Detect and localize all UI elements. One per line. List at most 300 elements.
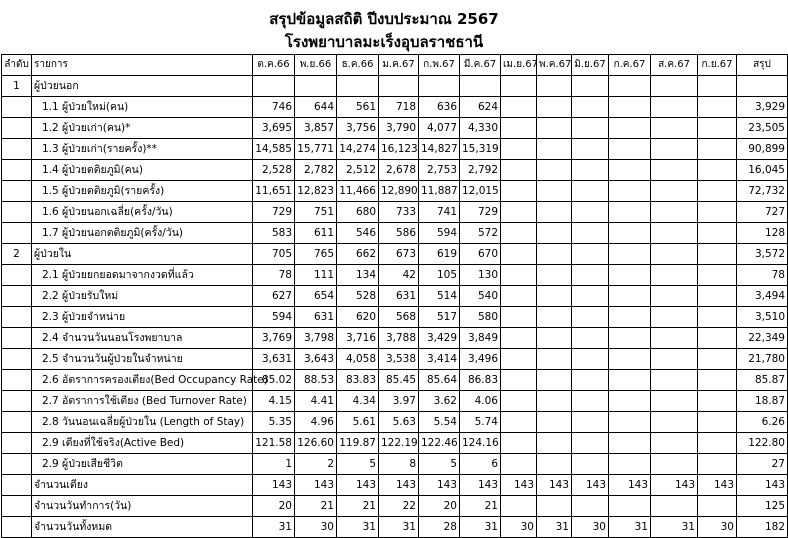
value-cell	[609, 76, 651, 97]
row-label-text: 2.9 ผู้ป่วยเสียชีวิต	[42, 458, 123, 470]
value-cell: 27	[737, 454, 788, 475]
table-row	[2, 265, 788, 286]
value-cell: 3,631	[253, 349, 295, 370]
value-cell: 2,528	[253, 160, 295, 181]
value-cell: 30	[295, 517, 337, 538]
value-cell: 12,890	[379, 181, 419, 202]
value-cell	[651, 286, 698, 307]
value-cell	[501, 139, 537, 160]
value-cell: 2,512	[337, 160, 379, 181]
table-body	[2, 76, 788, 538]
value-cell: 143	[419, 475, 460, 496]
statistics-table	[1, 54, 788, 538]
value-cell: 3.62	[419, 391, 460, 412]
value-cell: 3,769	[253, 328, 295, 349]
row-label	[32, 181, 253, 202]
value-cell: 4,077	[419, 118, 460, 139]
table-row	[2, 475, 788, 496]
value-cell: 751	[295, 202, 337, 223]
value-cell: 680	[337, 202, 379, 223]
value-cell	[537, 412, 572, 433]
value-cell: 2,753	[419, 160, 460, 181]
value-cell	[609, 307, 651, 328]
column-header: ก.ค.67	[609, 55, 651, 76]
column-header: ธ.ค.66	[337, 55, 379, 76]
value-cell	[537, 370, 572, 391]
value-cell	[651, 496, 698, 517]
value-cell	[698, 160, 737, 181]
value-cell: 15,771	[295, 139, 337, 160]
value-cell: 4.15	[253, 391, 295, 412]
value-cell	[609, 349, 651, 370]
value-cell	[609, 265, 651, 286]
row-label	[32, 160, 253, 181]
value-cell: 30	[501, 517, 537, 538]
value-cell: 624	[460, 97, 501, 118]
value-cell	[537, 328, 572, 349]
value-cell: 654	[295, 286, 337, 307]
value-cell	[537, 349, 572, 370]
value-cell: 3,643	[295, 349, 337, 370]
value-cell	[651, 223, 698, 244]
value-cell: 86.83	[460, 370, 501, 391]
value-cell	[572, 97, 609, 118]
column-header: ก.พ.67	[419, 55, 460, 76]
value-cell	[537, 286, 572, 307]
column-header: มี.ค.67	[460, 55, 501, 76]
value-cell: 3,538	[379, 349, 419, 370]
value-cell: 3,429	[419, 328, 460, 349]
value-cell: 15,319	[460, 139, 501, 160]
value-cell: 746	[253, 97, 295, 118]
value-cell: 4.96	[295, 412, 337, 433]
value-cell	[572, 370, 609, 391]
value-cell	[609, 97, 651, 118]
value-cell	[501, 433, 537, 454]
value-cell	[737, 76, 788, 97]
value-cell: 143	[737, 475, 788, 496]
column-header: พ.ย.66	[295, 55, 337, 76]
value-cell: 143	[460, 475, 501, 496]
value-cell: 11,466	[337, 181, 379, 202]
value-cell	[698, 139, 737, 160]
value-cell: 2,678	[379, 160, 419, 181]
value-cell: 3,798	[295, 328, 337, 349]
value-cell	[609, 139, 651, 160]
value-cell	[651, 118, 698, 139]
table-row	[2, 244, 788, 265]
value-cell: 546	[337, 223, 379, 244]
value-cell: 12,015	[460, 181, 501, 202]
row-number	[2, 475, 32, 496]
table-row	[2, 223, 788, 244]
column-header: ส.ค.67	[651, 55, 698, 76]
value-cell: 21	[337, 496, 379, 517]
value-cell	[537, 307, 572, 328]
row-label	[32, 391, 253, 412]
row-label-text: 1.2 ผู้ป่วยเก่า(คน)*	[42, 122, 131, 134]
value-cell	[337, 76, 379, 97]
value-cell: 143	[379, 475, 419, 496]
value-cell: 4.41	[295, 391, 337, 412]
value-cell: 3,929	[737, 97, 788, 118]
row-number	[2, 265, 32, 286]
value-cell: 31	[609, 517, 651, 538]
value-cell: 631	[295, 307, 337, 328]
value-cell	[501, 97, 537, 118]
row-number: 1	[2, 76, 32, 97]
row-number	[2, 307, 32, 328]
table-row	[2, 118, 788, 139]
value-cell	[698, 244, 737, 265]
value-cell: 30	[572, 517, 609, 538]
column-header: มิ.ย.67	[572, 55, 609, 76]
value-cell: 561	[337, 97, 379, 118]
row-number	[2, 349, 32, 370]
row-label	[32, 202, 253, 223]
row-label-text: จำนวนเตียง	[34, 479, 88, 491]
row-label	[32, 454, 253, 475]
row-label-text: ผู้ป่วยใน	[34, 248, 72, 260]
value-cell: 21,780	[737, 349, 788, 370]
value-cell	[501, 370, 537, 391]
value-cell: 20	[253, 496, 295, 517]
value-cell: 31	[253, 517, 295, 538]
row-label	[32, 139, 253, 160]
value-cell: 105	[419, 265, 460, 286]
value-cell: 143	[651, 475, 698, 496]
value-cell	[572, 160, 609, 181]
table-row	[2, 139, 788, 160]
value-cell: 16,045	[737, 160, 788, 181]
value-cell: 21	[460, 496, 501, 517]
row-label-text: ผู้ป่วยนอก	[34, 80, 79, 92]
row-number: 2	[2, 244, 32, 265]
value-cell	[698, 97, 737, 118]
value-cell: 143	[295, 475, 337, 496]
value-cell	[501, 328, 537, 349]
value-cell: 3,510	[737, 307, 788, 328]
value-cell	[501, 412, 537, 433]
row-label	[32, 244, 253, 265]
value-cell	[609, 412, 651, 433]
value-cell: 4.34	[337, 391, 379, 412]
value-cell	[698, 202, 737, 223]
value-cell	[537, 181, 572, 202]
value-cell	[460, 76, 501, 97]
value-cell: 14,827	[419, 139, 460, 160]
value-cell: 143	[537, 475, 572, 496]
value-cell: 5.35	[253, 412, 295, 433]
value-cell: 729	[460, 202, 501, 223]
value-cell	[609, 433, 651, 454]
value-cell	[698, 265, 737, 286]
value-cell	[572, 265, 609, 286]
row-label	[32, 265, 253, 286]
value-cell	[609, 370, 651, 391]
row-number	[2, 181, 32, 202]
value-cell: 143	[337, 475, 379, 496]
value-cell: 670	[460, 244, 501, 265]
row-label-text: 1.5 ผู้ป่วยตติยภูมิ(รายครั้ง)	[42, 185, 165, 197]
row-label	[32, 517, 253, 538]
value-cell: 3,572	[737, 244, 788, 265]
value-cell	[501, 307, 537, 328]
value-cell: 143	[253, 475, 295, 496]
value-cell	[572, 307, 609, 328]
table-row	[2, 349, 788, 370]
value-cell	[698, 370, 737, 391]
value-cell: 143	[572, 475, 609, 496]
value-cell: 3,756	[337, 118, 379, 139]
value-cell: 627	[253, 286, 295, 307]
row-number	[2, 370, 32, 391]
value-cell	[379, 76, 419, 97]
value-cell: 718	[379, 97, 419, 118]
row-label	[32, 307, 253, 328]
value-cell	[572, 202, 609, 223]
value-cell: 5.54	[419, 412, 460, 433]
value-cell	[572, 139, 609, 160]
value-cell: 21	[295, 496, 337, 517]
row-number	[2, 517, 32, 538]
value-cell	[609, 328, 651, 349]
value-cell	[651, 328, 698, 349]
column-header: เม.ย.67	[501, 55, 537, 76]
document-title: สรุปข้อมูลสถิติ ปีงบประมาณ 2567	[269, 10, 499, 28]
column-header: ก.ย.67	[698, 55, 737, 76]
value-cell: 90,899	[737, 139, 788, 160]
value-cell: 31	[460, 517, 501, 538]
value-cell	[501, 118, 537, 139]
value-cell	[537, 433, 572, 454]
value-cell	[572, 223, 609, 244]
value-cell: 23,505	[737, 118, 788, 139]
column-header: รายการ	[32, 55, 253, 76]
table-row	[2, 496, 788, 517]
value-cell: 14,274	[337, 139, 379, 160]
value-cell: 3,695	[253, 118, 295, 139]
row-number	[2, 433, 32, 454]
value-cell	[698, 328, 737, 349]
row-label	[32, 475, 253, 496]
value-cell: 85.64	[419, 370, 460, 391]
value-cell: 2,782	[295, 160, 337, 181]
value-cell	[537, 496, 572, 517]
row-label-text: 1.1 ผู้ป่วยใหม่(คน)	[42, 101, 129, 113]
row-number	[2, 97, 32, 118]
row-number	[2, 391, 32, 412]
value-cell	[572, 181, 609, 202]
value-cell	[609, 202, 651, 223]
value-cell: 12,823	[295, 181, 337, 202]
value-cell	[698, 76, 737, 97]
value-cell	[651, 349, 698, 370]
value-cell	[651, 139, 698, 160]
value-cell	[572, 412, 609, 433]
value-cell: 5.63	[379, 412, 419, 433]
value-cell	[501, 454, 537, 475]
value-cell: 741	[419, 202, 460, 223]
value-cell	[572, 328, 609, 349]
value-cell	[572, 454, 609, 475]
table-row	[2, 307, 788, 328]
value-cell	[537, 391, 572, 412]
value-cell: 611	[295, 223, 337, 244]
value-cell	[537, 139, 572, 160]
value-cell	[501, 76, 537, 97]
value-cell: 28	[419, 517, 460, 538]
value-cell	[609, 454, 651, 475]
value-cell: 85.45	[379, 370, 419, 391]
value-cell	[537, 454, 572, 475]
value-cell: 8	[379, 454, 419, 475]
value-cell	[572, 286, 609, 307]
row-label-text: 1.6 ผู้ป่วยนอกเฉลี่ย(ครั้ง/วัน)	[42, 206, 173, 218]
value-cell	[537, 244, 572, 265]
value-cell: 583	[253, 223, 295, 244]
value-cell: 586	[379, 223, 419, 244]
value-cell	[501, 244, 537, 265]
value-cell	[537, 76, 572, 97]
row-label-text: 2.9 เตียงที่ใช้จริง(Active Bed)	[42, 437, 185, 449]
value-cell	[651, 370, 698, 391]
value-cell: 580	[460, 307, 501, 328]
value-cell: 3,788	[379, 328, 419, 349]
row-number	[2, 328, 32, 349]
value-cell	[501, 160, 537, 181]
value-cell	[572, 391, 609, 412]
value-cell: 14,585	[253, 139, 295, 160]
value-cell: 143	[501, 475, 537, 496]
value-cell	[651, 76, 698, 97]
value-cell: 2	[295, 454, 337, 475]
value-cell	[253, 76, 295, 97]
value-cell	[609, 181, 651, 202]
value-cell	[501, 391, 537, 412]
value-cell	[537, 118, 572, 139]
value-cell: 3,494	[737, 286, 788, 307]
value-cell: 22,349	[737, 328, 788, 349]
value-cell: 2,792	[460, 160, 501, 181]
value-cell: 134	[337, 265, 379, 286]
value-cell	[609, 496, 651, 517]
value-cell: 3,414	[419, 349, 460, 370]
value-cell	[698, 223, 737, 244]
column-header: พ.ค.67	[537, 55, 572, 76]
table-row	[2, 412, 788, 433]
value-cell: 85.02	[253, 370, 295, 391]
value-cell: 673	[379, 244, 419, 265]
value-cell: 5	[419, 454, 460, 475]
value-cell	[572, 496, 609, 517]
row-label-text: 2.3 ผู้ป่วยจำหน่าย	[42, 311, 126, 323]
row-label-text: 2.1 ผู้ป่วยยกยอดมาจากงวดที่แล้ว	[42, 269, 194, 281]
value-cell: 733	[379, 202, 419, 223]
value-cell: 631	[379, 286, 419, 307]
value-cell: 122.80	[737, 433, 788, 454]
value-cell	[501, 223, 537, 244]
value-cell: 31	[651, 517, 698, 538]
value-cell	[698, 454, 737, 475]
value-cell	[572, 349, 609, 370]
table-row	[2, 328, 788, 349]
value-cell	[651, 433, 698, 454]
value-cell	[501, 202, 537, 223]
row-number	[2, 496, 32, 517]
value-cell: 528	[337, 286, 379, 307]
value-cell: 16,123	[379, 139, 419, 160]
value-cell	[651, 265, 698, 286]
value-cell: 3,857	[295, 118, 337, 139]
value-cell	[537, 202, 572, 223]
value-cell: 121.58	[253, 433, 295, 454]
value-cell: 20	[419, 496, 460, 517]
value-cell: 143	[698, 475, 737, 496]
value-cell: 11,651	[253, 181, 295, 202]
value-cell: 6	[460, 454, 501, 475]
value-cell	[698, 349, 737, 370]
value-cell: 122.19	[379, 433, 419, 454]
row-label	[32, 412, 253, 433]
row-label-text: 2.8 วันนอนเฉลี่ยผู้ป่วยใน (Length of Stay)	[42, 416, 245, 428]
value-cell: 765	[295, 244, 337, 265]
row-number	[2, 202, 32, 223]
row-number	[2, 454, 32, 475]
value-cell: 594	[253, 307, 295, 328]
value-cell	[609, 286, 651, 307]
value-cell: 124.16	[460, 433, 501, 454]
value-cell	[698, 286, 737, 307]
value-cell	[698, 496, 737, 517]
row-number	[2, 139, 32, 160]
value-cell	[537, 97, 572, 118]
row-label	[32, 370, 268, 391]
value-cell	[698, 307, 737, 328]
value-cell: 517	[419, 307, 460, 328]
value-cell: 662	[337, 244, 379, 265]
document-subtitle: โรงพยาบาลมะเร็งอุบลราชธานี	[284, 33, 484, 51]
value-cell: 5	[337, 454, 379, 475]
value-cell: 72,732	[737, 181, 788, 202]
value-cell	[501, 286, 537, 307]
value-cell	[651, 412, 698, 433]
value-cell: 30	[698, 517, 737, 538]
value-cell	[295, 76, 337, 97]
value-cell: 3.97	[379, 391, 419, 412]
value-cell	[698, 433, 737, 454]
value-cell: 119.87	[337, 433, 379, 454]
value-cell: 729	[253, 202, 295, 223]
value-cell: 705	[253, 244, 295, 265]
value-cell: 126.60	[295, 433, 337, 454]
value-cell	[537, 160, 572, 181]
value-cell	[651, 160, 698, 181]
table-row	[2, 160, 788, 181]
value-cell	[609, 160, 651, 181]
value-cell: 78	[253, 265, 295, 286]
value-cell	[698, 391, 737, 412]
row-number	[2, 223, 32, 244]
value-cell	[609, 223, 651, 244]
value-cell	[501, 181, 537, 202]
table-row	[2, 76, 788, 97]
row-label-text: 2.6 อัตราการครองเตียง(Bed Occupancy Rate)	[42, 374, 268, 386]
value-cell: 143	[609, 475, 651, 496]
value-cell	[501, 349, 537, 370]
value-cell: 4,330	[460, 118, 501, 139]
row-number	[2, 412, 32, 433]
